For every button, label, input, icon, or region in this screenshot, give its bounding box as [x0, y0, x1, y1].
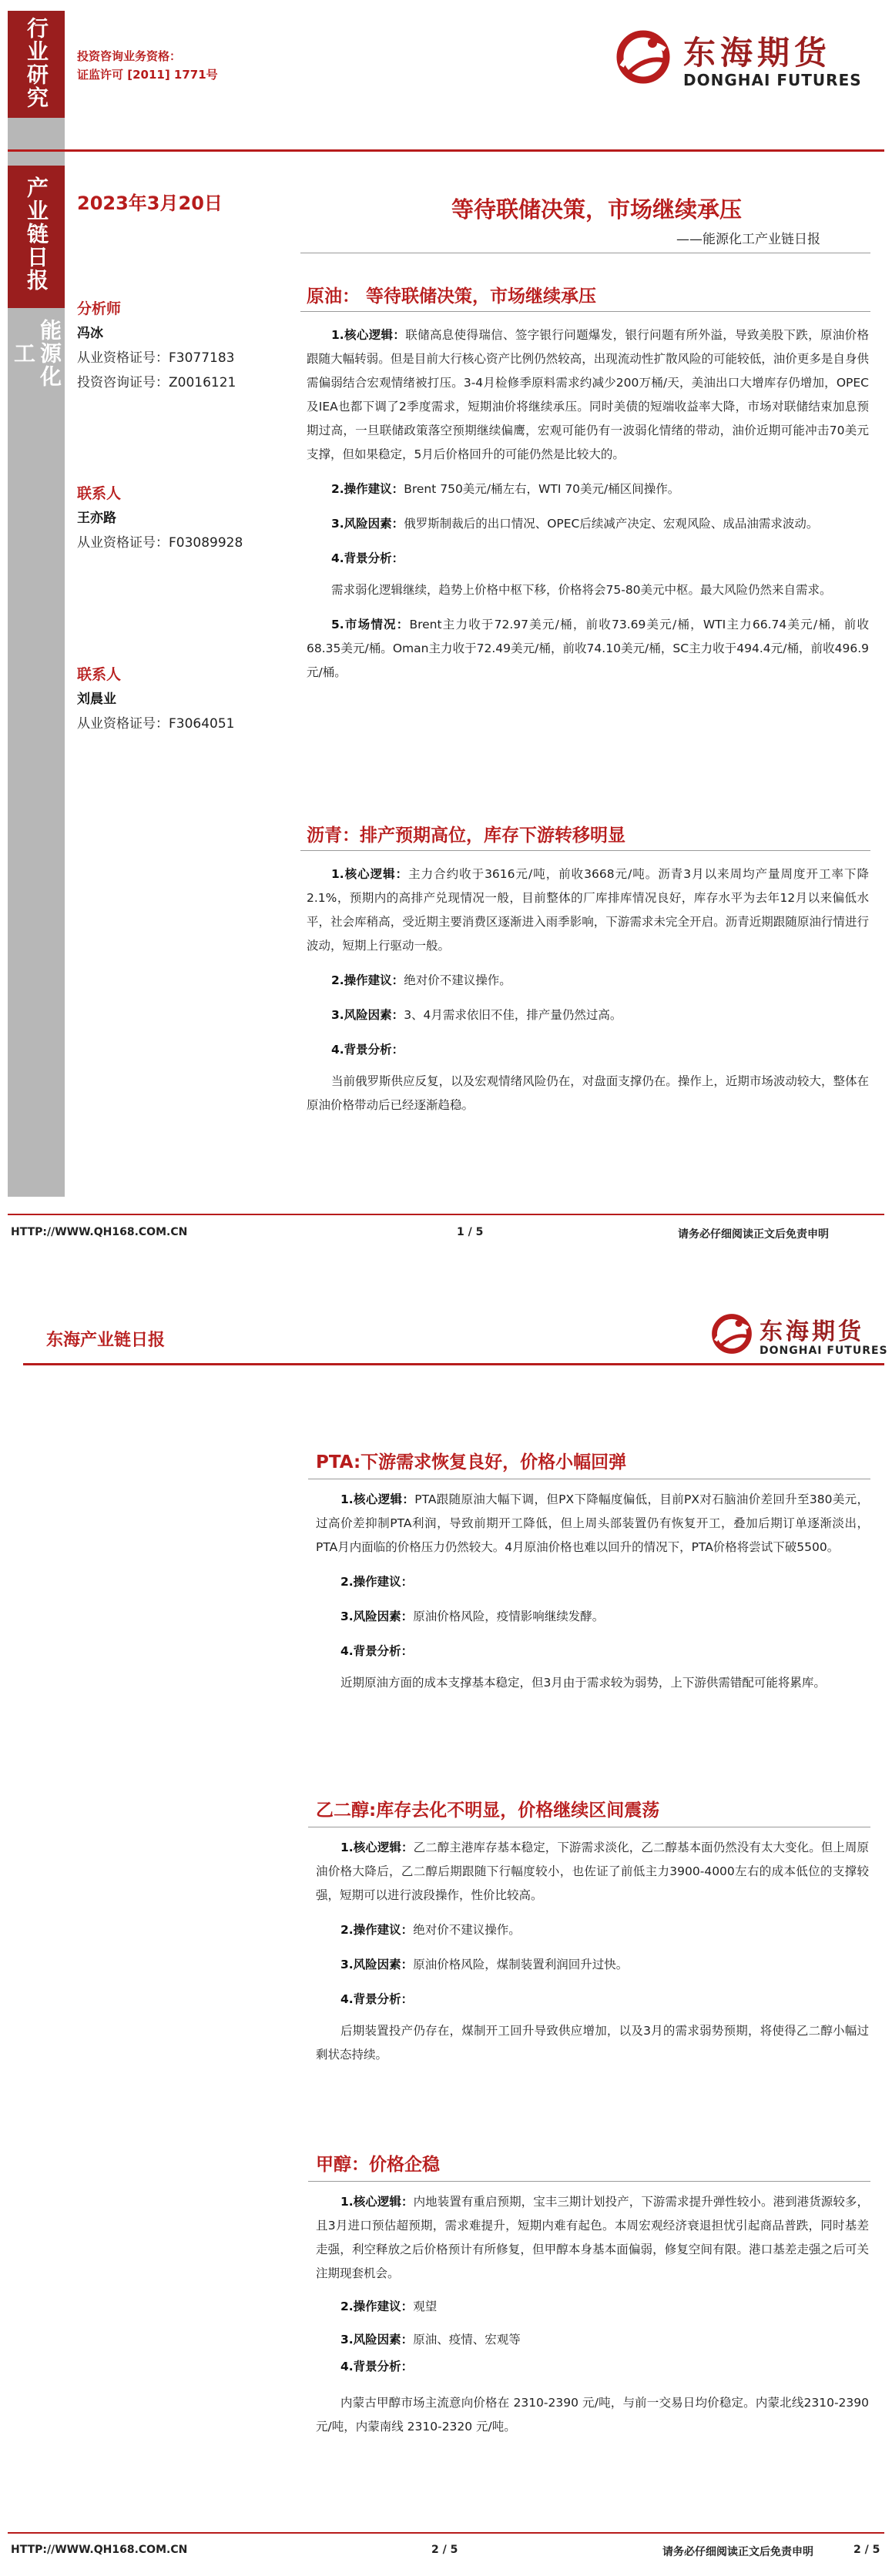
item-text: 绝对价不建议操作。 [413, 1923, 521, 1937]
footer-page-number: 2 / 5 [431, 2544, 458, 2556]
contact-name: 王亦路 [77, 511, 116, 526]
item-text: 原油价格风险，疫情影响继续发酵。 [413, 1610, 605, 1623]
item-label: 4.背景分析： [331, 551, 404, 565]
page2-footer-red-line [8, 2532, 884, 2534]
logo [709, 1309, 890, 1371]
section-divider [300, 850, 870, 851]
logo-swirl-icon [709, 1311, 755, 1357]
header-red-line [8, 149, 884, 152]
item-suggestion [307, 969, 869, 993]
item-text: Brent主力收于72.97美元/桶，前收73.69美元/桶，WTI主力66.74美元/桶，前收68.35美元/桶。Oman主力收于72.49美元/桶，前收74.10美元/桶，SC主力收于494.4元/桶，前收496.9元/桶。 [307, 618, 869, 679]
item-core-logic [307, 863, 869, 958]
section-body-methanol [316, 2190, 869, 2439]
item-background [316, 1988, 869, 2012]
section-title-crude: 原油： 等待联储决策，市场继续承压 [307, 286, 597, 307]
page2-header-title: 东海产业链日报 [46, 1331, 166, 1350]
item-text: 内蒙古甲醇市场主流意向价格在 2310-2390 元/吨，与前一交易日均价稳定。内蒙北线2310-2390 元/吨，内蒙南线 2310-2320 元/吨。 [316, 2396, 869, 2434]
section-title-methanol: 甲醇：价格企稳 [316, 2155, 440, 2175]
item-core-logic [316, 1488, 869, 1559]
contact-name: 冯冰 [77, 326, 103, 341]
logo-en-text: DONGHAI FUTURES [683, 71, 862, 89]
item-background-text [316, 2019, 869, 2067]
logo-cn-text: 东海期货 [683, 34, 832, 72]
item-suggestion [307, 477, 869, 501]
logo-swirl-icon [612, 26, 674, 88]
item-text: 乙二醇主港库存基本稳定，下游需求淡化，乙二醇基本面仍然没有太大变化。但上周原油价格大降后，乙二醇后期跟随下行幅度较小，也佐证了前低主力3900-4000左右的成本低位的支撑较强，短期可以进行波段操作，性价比较高。 [316, 1841, 869, 1902]
report-title: 等待联储决策，市场继续承压 [451, 196, 743, 223]
item-label: 4.背景分析： [331, 1043, 404, 1057]
item-label: 3.风险因素： [331, 1008, 404, 1022]
section-divider [308, 2181, 870, 2182]
contact-2 [77, 662, 293, 736]
item-label: 4.背景分析： [340, 2360, 414, 2373]
item-background [316, 2355, 869, 2379]
item-label: 3.风险因素： [340, 2333, 414, 2347]
footer-page-number-right: 2 / 5 [853, 2544, 880, 2556]
footer-page-number: 1 / 5 [457, 1226, 484, 1238]
item-background [316, 1640, 869, 1663]
section-title-bitumen: 沥青：排产预期高位，库存下游转移明显 [307, 826, 625, 846]
section-body-bitumen [307, 863, 869, 1117]
footer-red-line [8, 1214, 884, 1215]
item-label: 3.风险因素： [340, 1610, 414, 1623]
item-text: PTA跟随原油大幅下调，但PX下降幅度偏低，目前PX对石脑油价差回升至380美元，过高价差抑制PTA利润，导致前期开工降低，但上周头部装置仍有恢复开工，叠加后期订单逐渐淡出，PTA月内面临的价格压力仍然较大。4月原油价格也难以回升的情况下，PTA价格将尝试下破5500。 [316, 1492, 869, 1554]
page-gap [0, 1263, 892, 1281]
item-label: 1.核心逻辑： [331, 328, 406, 342]
item-label: 2.操作建议： [340, 1575, 414, 1589]
tag-text: 行业研究 [24, 17, 49, 109]
contact-analyst [77, 296, 293, 395]
item-text: 绝对价不建议操作。 [404, 973, 511, 987]
item-core-logic [316, 2190, 869, 2286]
page2-header-red-line [23, 1363, 884, 1365]
item-risk [307, 1003, 869, 1027]
tag-industry-research [8, 11, 65, 118]
item-background [307, 547, 869, 571]
section-body-crude [307, 323, 869, 685]
item-text: 观望 [413, 2300, 438, 2313]
contact-line: 投资咨询证号：Z0016121 [77, 375, 236, 390]
item-text: 后期装置投产仍存在，煤制开工回升导致供应增加，以及3月的需求弱势预期，将使得乙二醇小幅过剩状态持续。 [316, 2024, 869, 2062]
item-label: 1.核心逻辑： [340, 1492, 415, 1506]
report-date: 2023年3月20日 [77, 193, 223, 214]
tag-chain-daily [8, 166, 65, 308]
item-label: 4.背景分析： [340, 1992, 414, 2006]
logo-cn-text: 东海期货 [760, 1318, 864, 1345]
item-risk [316, 1953, 869, 1977]
item-background-text [316, 1671, 869, 1695]
item-text: 主力合约收于3616元/吨，前收3668元/吨。沥青3月以来周均产量周度开工率下降2.1%，预期内的高排产兑现情况一般，目前整体的厂库排库情况良好，库存水平为去年12月以来偏低水平，社会库稍高，受近期主要消费区逐渐进入雨季影响，下游需求未完全开启。沥青近期跟随原油行情进行波动，短期上行驱动一般。 [307, 867, 869, 953]
footer-disclaimer: 请务必仔细阅读正文后免责申明 [662, 2546, 813, 2558]
footer-disclaimer: 请务必仔细阅读正文后免责申明 [678, 1228, 829, 1241]
tag-energy-chem [8, 296, 65, 396]
contact-name: 刘晨业 [77, 692, 116, 707]
item-label: 2.操作建议： [340, 1923, 414, 1937]
item-suggestion [316, 2295, 869, 2319]
section-body-pta [316, 1488, 869, 1695]
item-text: 联储高息使得瑞信、签字银行问题爆发，银行问题有所外溢，导致美股下跌，原油价格跟随大幅转弱。但是目前大行核心资产比例仍然较高，出现流动性扩散风险的可能较低，油价更多是自身供需偏弱结合宏观情绪被打压。3-4月检修季原料需求约减少200万桶/天，美油出口大增库存仍增加，OPEC及IEA也都下调了2季度需求，短期油价将继续承压。同时美债的短端收益率大降，市场对联储结束加息预期过高，一旦联储政策落空预期继续偏鹰，宏观可能仍有一波弱化情绪的带动，油价近期可能冲击70美元支撑，但如果稳定，5月后价格回升的可能仍然是比较大的。 [307, 328, 869, 461]
item-text: 需求弱化逻辑继续，趋势上价格中枢下移，价格将会75-80美元中枢。最大风险仍然来自需求。 [331, 583, 832, 597]
item-background-text [316, 2391, 869, 2439]
section-title-pta: PTA:下游需求恢复良好，价格小幅回弹 [316, 1452, 627, 1472]
section-title-meg: 乙二醇:库存去化不明显，价格继续区间震荡 [316, 1801, 660, 1821]
item-core-logic [316, 1836, 869, 1908]
item-label: 2.操作建议： [331, 973, 404, 987]
contact-line: 从业资格证号：F3077183 [77, 350, 235, 366]
item-label: 5.市场情况： [331, 618, 410, 631]
item-label: 2.操作建议： [331, 482, 404, 496]
item-risk [307, 512, 869, 536]
qualification-line-2: 证监许可 [2011] 1771号 [77, 68, 218, 82]
item-market [307, 613, 869, 685]
qualification-line-1: 投资咨询业务资格： [77, 49, 182, 63]
contact-line: 从业资格证号：F3064051 [77, 716, 235, 732]
item-background-text [307, 1070, 869, 1117]
contact-1 [77, 481, 293, 555]
item-label: 3.风险因素： [331, 517, 404, 531]
contact-heading: 联系人 [77, 666, 122, 683]
section-divider [300, 311, 870, 312]
item-label: 2.操作建议： [340, 2300, 414, 2313]
item-text: 俄罗斯制裁后的出口情况、OPEC后续减产决定、宏观风险、成品油需求波动。 [404, 517, 819, 531]
item-text: 内地装置有重启预期，宝丰三期计划投产，下游需求提升弹性较小。港到港货源较多，且3月进口预估超预期，需求难提升，短期内难有起色。本周宏观经济衰退担忧引起商品普跌，同时基差走强，利空释放之后价格预计有所修复，但甲醇本身基本面偏弱，修复空间有限。港口基差走强之后可关注期现套机会。 [316, 2195, 869, 2280]
footer-url[interactable]: HTTP://WWW.QH168.COM.CN [11, 2544, 188, 2556]
item-background-text [307, 578, 869, 602]
item-core-logic [307, 323, 869, 467]
contact-heading: 联系人 [77, 485, 122, 502]
item-suggestion [316, 1918, 869, 1942]
tag-text: 产业链日报 [24, 176, 49, 292]
item-risk [316, 1605, 869, 1629]
item-label: 1.核心逻辑： [340, 2195, 414, 2209]
item-text: 3、4月需求依旧不佳，排产量仍然过高。 [404, 1008, 622, 1022]
item-text: 原油价格风险，煤制装置利润回升过快。 [413, 1958, 629, 1971]
item-risk [316, 2328, 869, 2352]
item-suggestion [316, 1570, 869, 1594]
section-body-meg [316, 1836, 869, 2067]
logo [612, 25, 867, 99]
item-label: 1.核心逻辑： [331, 867, 409, 881]
item-background [307, 1038, 869, 1062]
logo-en-text: DONGHAI FUTURES [760, 1345, 888, 1357]
item-text: 原油、疫情、宏观等 [413, 2333, 521, 2347]
item-label: 3.风险因素： [340, 1958, 414, 1971]
report-subtitle: ——能源化工产业链日报 [676, 232, 820, 247]
item-label: 1.核心逻辑： [340, 1841, 414, 1854]
item-text: 近期原油方面的成本支撑基本稳定，但3月由于需求较为弱势，上下游供需错配可能将累库。 [340, 1676, 826, 1690]
item-label: 4.背景分析： [340, 1644, 414, 1658]
contact-heading: 分析师 [77, 300, 122, 317]
item-text: 当前俄罗斯供应反复，以及宏观情绪风险仍在，对盘面支撑仍在。操作上，近期市场波动较大，整体在原油价格带动后已经逐渐趋稳。 [307, 1074, 869, 1112]
item-text: Brent 750美元/桶左右，WTI 70美元/桶区间操作。 [404, 482, 680, 496]
tag-text: 能源化工 [11, 319, 62, 388]
footer-url[interactable]: HTTP://WWW.QH168.COM.CN [11, 1226, 188, 1238]
contact-line: 从业资格证号：F03089928 [77, 535, 243, 551]
